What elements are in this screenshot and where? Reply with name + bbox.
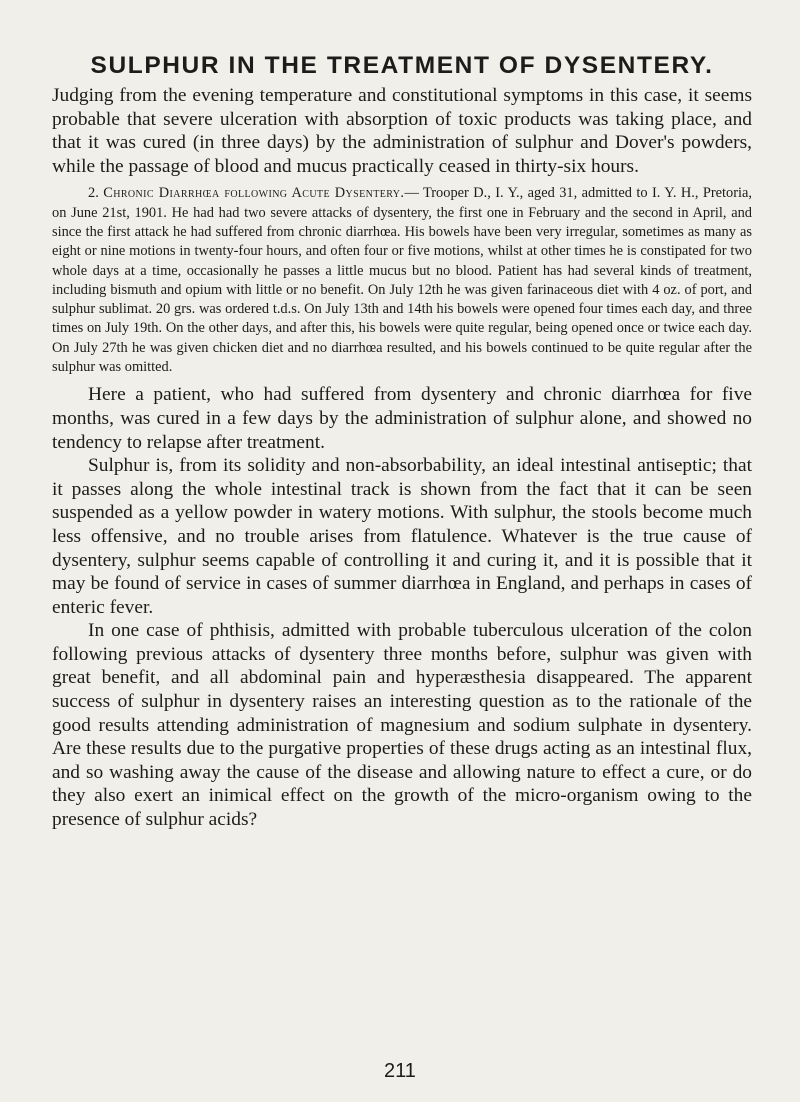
page-content	[52, 52, 752, 832]
paragraph-case-comment: Here a patient, who had suffered from dysentery and chronic diarrhœa for five months, was cured in a few days by the administration of sulphur alone, and showed no tendency to relapse after treatment.	[52, 384, 752, 453]
case-heading: Chronic Diarrhœa following Acute Dysentery.	[103, 185, 405, 202]
paragraph-sulphur-antiseptic: Sulphur is, from its solidity and non-absorbability, an ideal intestinal antiseptic; that it passes along the whole intestinal track is shown from the fact that it can be seen suspended as a yellow powder in watery motions. With sulphur, the stools become much less offensive, and no trouble arises from flatulence. Whatever is the true cause of dysentery, sulphur seems capable of controlling it and curing it, and it is possible that it may be found of service in cases of summer diarrhœa in England, and perhaps in cases of enteric fever.	[52, 455, 752, 618]
page-number: 211	[384, 1060, 416, 1082]
paragraph-phthisis-case: In one case of phthisis, admitted with probable tuberculous ulceration of the colon following previous attacks of dysentery three months before, sulphur was given with great benefit, and all abdominal pain and hyperæsthesia disappeared. The apparent success of sulphur in dysentery raises an interesting question as to the rationale of the good results attending administration of magnesium and sodium sulphate in dysentery. Are these results due to the purgative properties of these drugs acting as an intestinal flux, and so washing away the cause of the disease and allowing nature to effect a cure, or do they also exert an inimical effect on the growth of the micro-organism owing to the presence of sulphur acids?	[52, 620, 752, 831]
case-report-2	[52, 184, 752, 377]
case-number: 2.	[88, 185, 99, 202]
paragraph-intro: Judging from the evening temperature and constitutional symptoms in this case, it seems probable that severe ulceration with absorption of toxic products was taking place, and that it was cured (in three days) by the administration of sulphur and Dover's powders, while the passage of blood and mucus practically ceased in thirty-six hours.	[52, 85, 752, 177]
running-title: SULPHUR IN THE TREATMENT OF DYSENTERY.	[90, 52, 714, 79]
case-dash: —	[404, 185, 423, 202]
case-text: Trooper D., I. Y., aged 31, admitted to I. Y. H., Pretoria, on June 21st, 1901. He had had two severe attacks of dysentery, the first one in February and the second in April, and since the first attack he had suffered from chronic diarrhœa. His bowels have been very irregular, sometimes as many as eight or nine motions in twenty-four hours, and often four or five motions, whilst at other times he is constipated for two whole days at a time, occasionally he passes a little mucus but no blood. Patient has had several kinds of treatment, including bismuth and opium with little or no benefit. On July 12th he was given farinaceous diet with 4 oz. of port, and sulphur sublimat. 20 grs. was ordered t.d.s. On July 13th and 14th his bowels were opened four times each day, and three times on July 19th. On the other days, and after this, his bowels were quite regular, being opened once or twice each day. On July 27th he was given chicken diet and no diarrhœa resulted, and his bowels continued to be quite regular after the sulphur was omitted.	[52, 185, 752, 376]
